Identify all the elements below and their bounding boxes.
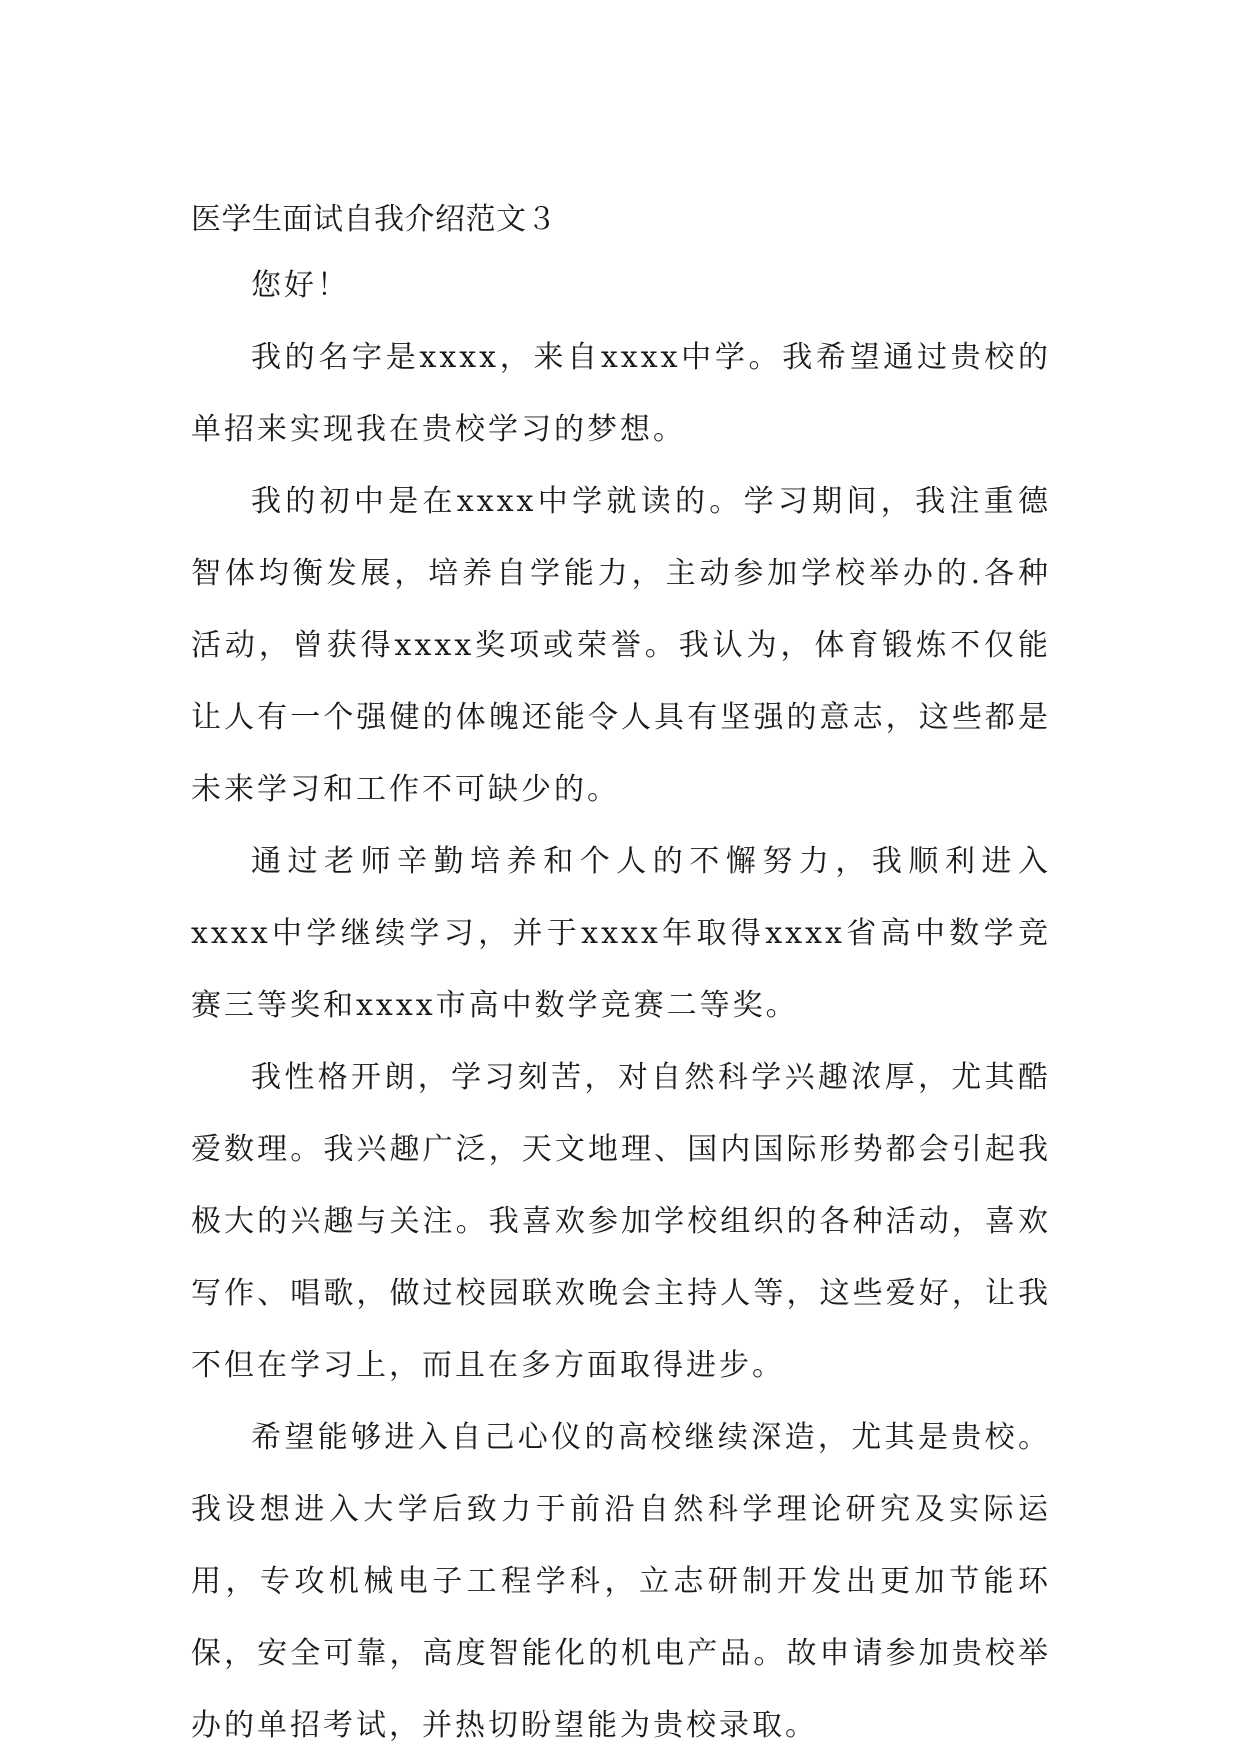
greeting: 您好！ bbox=[251, 268, 350, 303]
paragraph-1: 我的名字是xxxx，来自xxxx中学。我希望通过贵校的单招来实现我在贵校学习的梦想。 bbox=[191, 340, 1051, 447]
paragraph-4: 我性格开朗，学习刻苦，对自然科学兴趣浓厚，尤其酷爱数理。我兴趣广泛，天文地理、国内国际形势都会引起我极大的兴趣与关注。我喜欢参加学校组织的各种活动，喜欢写作、唱歌，做过校园联欢晚会主持人等，这些爱好，让我不但在学习上，而且在多方面取得进步。 bbox=[191, 1060, 1051, 1383]
paragraph-5: 希望能够进入自己心仪的高校继续深造，尤其是贵校。我设想进入大学后致力于前沿自然科学理论研究及实际运用，专攻机械电子工程学科，立志研制开发出更加节能环保，安全可靠，高度智能化的机电产品。故申请参加贵校举办的单招考试，并热切盼望能为贵校录取。 bbox=[191, 1420, 1051, 1743]
document-body bbox=[191, 190, 1051, 1762]
document-title: 医学生面试自我介绍范文３ bbox=[191, 202, 557, 237]
paragraph-3: 通过老师辛勤培养和个人的不懈努力，我顺利进入xxxx中学继续学习，并于xxxx年取得xxxx省高中数学竞赛三等奖和xxxx市高中数学竞赛二等奖。 bbox=[191, 844, 1051, 1023]
paragraph-2: 我的初中是在xxxx中学就读的。学习期间，我注重德智体均衡发展，培养自学能力，主动参加学校举办的.各种活动，曾获得xxxx奖项或荣誉。我认为，体育锻炼不仅能让人有一个强健的体魄还能令人具有坚强的意志，这些都是未来学习和工作不可缺少的。 bbox=[191, 484, 1051, 807]
